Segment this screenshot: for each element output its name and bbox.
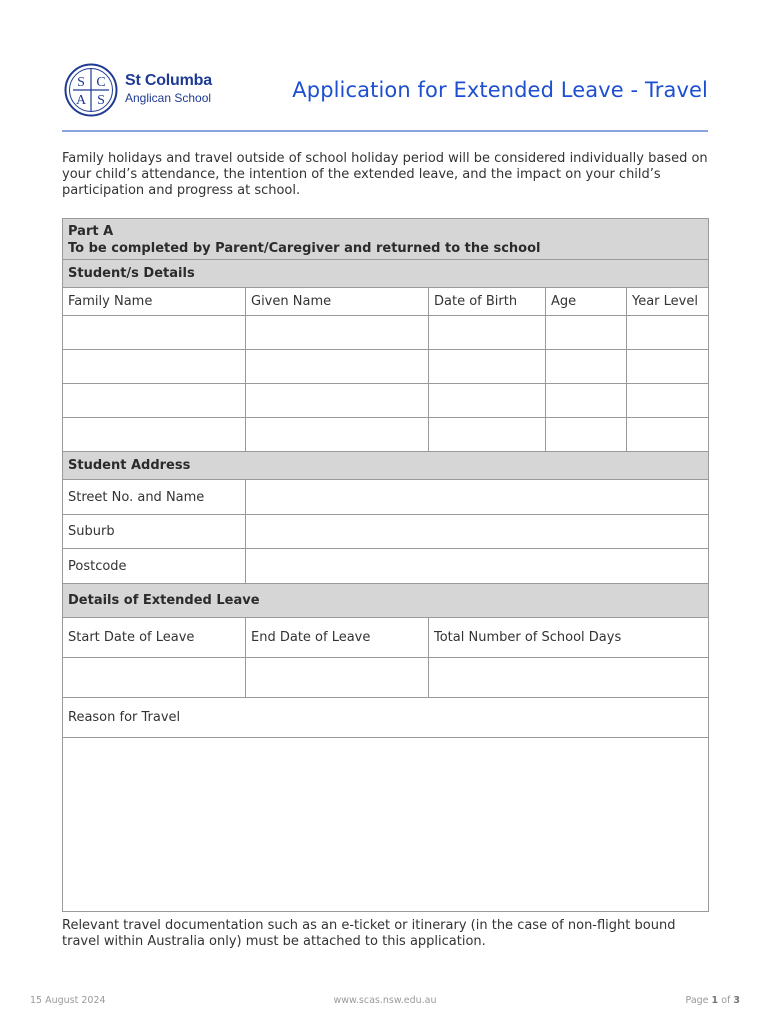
footer-url: www.scas.nsw.edu.au (333, 995, 437, 1006)
age-field[interactable] (546, 418, 627, 452)
total-days-label: Total Number of School Days (429, 618, 709, 658)
age-field[interactable] (546, 384, 627, 418)
year-level-field[interactable] (627, 418, 709, 452)
svg-text:S: S (97, 93, 105, 108)
school-name: St Columba (125, 72, 212, 89)
col-date-of-birth: Date of Birth (429, 288, 546, 316)
age-field[interactable] (546, 316, 627, 350)
page-title: Application for Extended Leave - Travel (292, 78, 708, 102)
svg-text:A: A (75, 93, 87, 108)
family-name-field[interactable] (63, 384, 246, 418)
family-name-field[interactable] (63, 316, 246, 350)
title-divider (62, 130, 708, 132)
footer-page-number (686, 995, 740, 1006)
start-date-field[interactable] (63, 658, 246, 698)
date-of-birth-field[interactable] (429, 350, 546, 384)
reason-label: Reason for Travel (63, 698, 709, 738)
year-level-field[interactable] (627, 316, 709, 350)
school-crest-icon (64, 63, 118, 117)
application-form-table (62, 218, 709, 912)
col-age: Age (546, 288, 627, 316)
student-row (63, 384, 709, 418)
reason-field[interactable] (63, 738, 709, 912)
part-a-header (63, 219, 709, 260)
student-row (63, 350, 709, 384)
date-of-birth-field[interactable] (429, 316, 546, 350)
end-date-field[interactable] (246, 658, 429, 698)
school-subtitle: Anglican School (125, 91, 212, 105)
street-label: Street No. and Name (63, 480, 246, 515)
students-header-row (63, 288, 709, 316)
family-name-field[interactable] (63, 418, 246, 452)
intro-paragraph: Family holidays and travel outside of school holiday period will be considered individually based on your child’s attendance, the intention of the extended leave, and the impact on your child’s participation and progress at school. (62, 151, 708, 198)
suburb-field[interactable] (246, 515, 709, 549)
year-level-field[interactable] (627, 350, 709, 384)
documentation-note: Relevant travel documentation such as an e-ticket or itinerary (in the case of non-flight bound travel within Australia only) must be attached to this application. (62, 918, 676, 949)
student-row (63, 316, 709, 350)
address-section-heading: Student Address (63, 452, 709, 480)
year-level-field[interactable] (627, 384, 709, 418)
suburb-label: Suburb (63, 515, 246, 549)
given-name-field[interactable] (246, 418, 429, 452)
student-row (63, 418, 709, 452)
col-given-name: Given Name (246, 288, 429, 316)
leave-section-heading: Details of Extended Leave (63, 584, 709, 618)
footer-date: 15 August 2024 (30, 995, 106, 1006)
date-of-birth-field[interactable] (429, 418, 546, 452)
page-current: 1 (711, 995, 719, 1006)
students-section-heading: Student/s Details (63, 260, 709, 288)
given-name-field[interactable] (246, 350, 429, 384)
end-date-label: End Date of Leave (246, 618, 429, 658)
street-field[interactable] (246, 480, 709, 515)
svg-text:S: S (77, 75, 85, 90)
date-of-birth-field[interactable] (429, 384, 546, 418)
page-of: of (718, 995, 734, 1006)
svg-text:C: C (96, 75, 106, 90)
start-date-label: Start Date of Leave (63, 618, 246, 658)
col-family-name: Family Name (63, 288, 246, 316)
postcode-field[interactable] (246, 549, 709, 584)
page-prefix: Page (685, 995, 712, 1006)
given-name-field[interactable] (246, 316, 429, 350)
age-field[interactable] (546, 350, 627, 384)
given-name-field[interactable] (246, 384, 429, 418)
part-a-label: Part A (68, 224, 114, 239)
part-a-instruction: To be completed by Parent/Caregiver and returned to the school (68, 241, 541, 256)
page-total: 3 (733, 995, 740, 1006)
family-name-field[interactable] (63, 350, 246, 384)
col-year-level: Year Level (627, 288, 709, 316)
postcode-label: Postcode (63, 549, 246, 584)
total-days-field[interactable] (429, 658, 709, 698)
